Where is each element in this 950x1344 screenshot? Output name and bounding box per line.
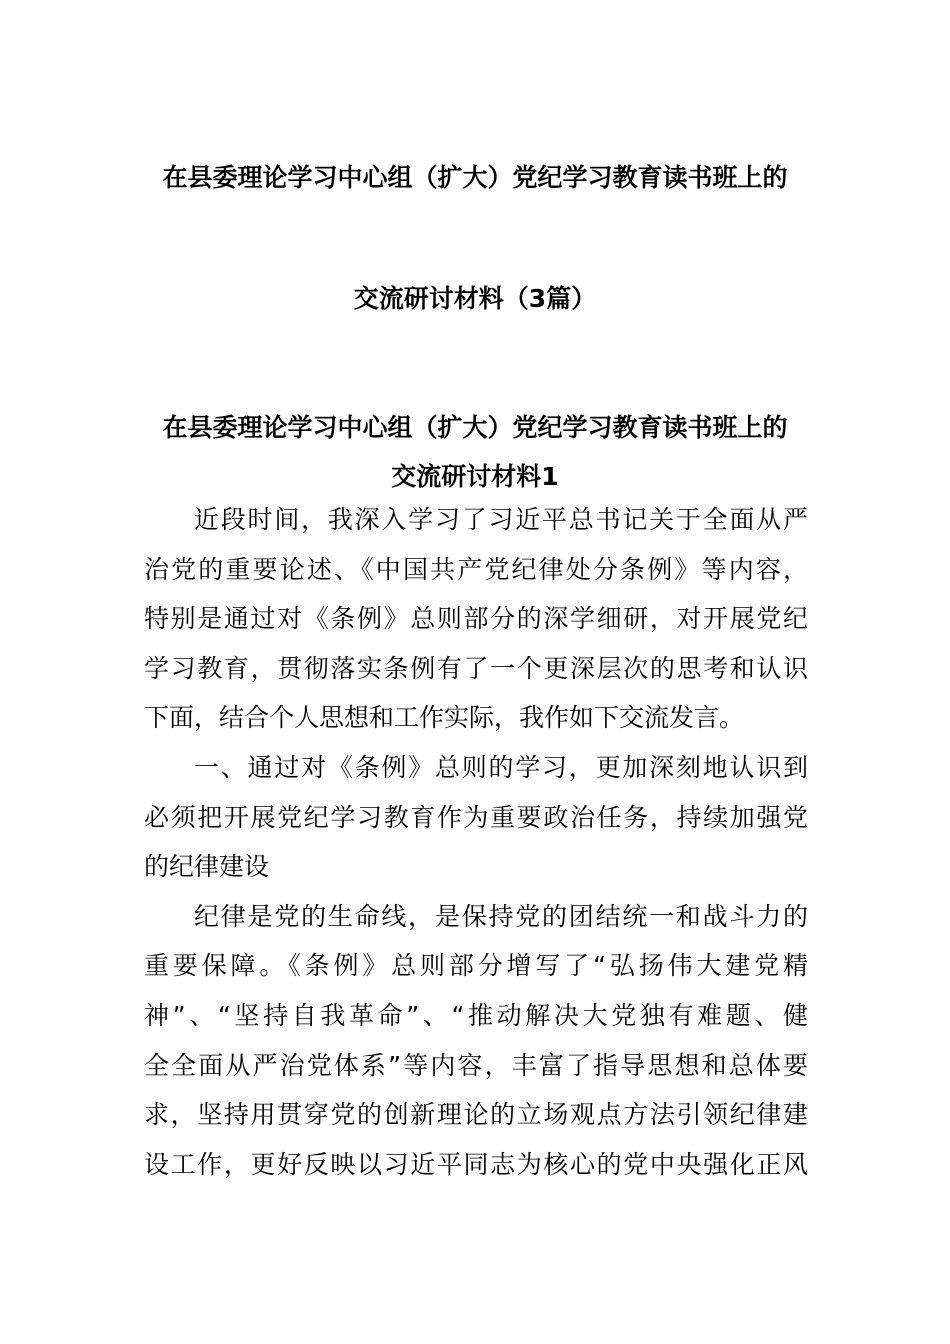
document-title-line-2: 交流研讨材料（3篇）: [353, 284, 597, 313]
body-line-13: 求，坚持用贯穿党的创新理论的立场观点方法引领纪律建: [144, 1100, 808, 1130]
section-title-line-1: 在县委理论学习中心组（扩大）党纪学习教育读书班上的: [162, 413, 788, 442]
document-title-line-1: 在县委理论学习中心组（扩大）党纪学习教育读书班上的: [162, 163, 788, 192]
body-line-3: 特别是通过对《条例》总则部分的深学细研，对开展党纪: [144, 604, 808, 634]
body-line-1: 近段时间，我深入学习了习近平总书记关于全面从严: [194, 505, 808, 534]
body-line-9: 纪律是党的生命线，是保持党的团结统一和战斗力的: [194, 901, 808, 931]
body-text: [144, 495, 808, 1189]
body-line-6: 一、通过对《条例》总则的学习，更加深刻地认识到: [194, 752, 808, 782]
body-line-7: 必须把开展党纪学习教育作为重要政治任务，持续加强党: [144, 802, 808, 832]
body-line-8: 的纪律建设: [144, 852, 270, 882]
body-line-14: 设工作，更好反映以习近平同志为核心的党中央强化正风: [144, 1149, 808, 1179]
body-line-2: 治党的重要论述、《中国共产党纪律处分条例》等内容，: [144, 554, 808, 584]
body-line-12: 全全面从严治党体系”等内容，丰富了指导思想和总体要: [144, 1050, 808, 1080]
body-line-11: 神”、“坚持自我革命”、“推动解决大党独有难题、健: [144, 1000, 808, 1030]
section-title: [0, 403, 950, 501]
body-line-4: 学习教育，贯彻落实条例有了一个更深层次的思考和认识: [144, 653, 808, 683]
body-line-5: 下面，结合个人思想和工作实际，我作如下交流发言。: [144, 703, 745, 733]
section-title-line-2: 交流研讨材料1: [391, 462, 559, 491]
body-line-10: 重要保障。《条例》总则部分增写了“弘扬伟大建党精: [144, 951, 808, 981]
